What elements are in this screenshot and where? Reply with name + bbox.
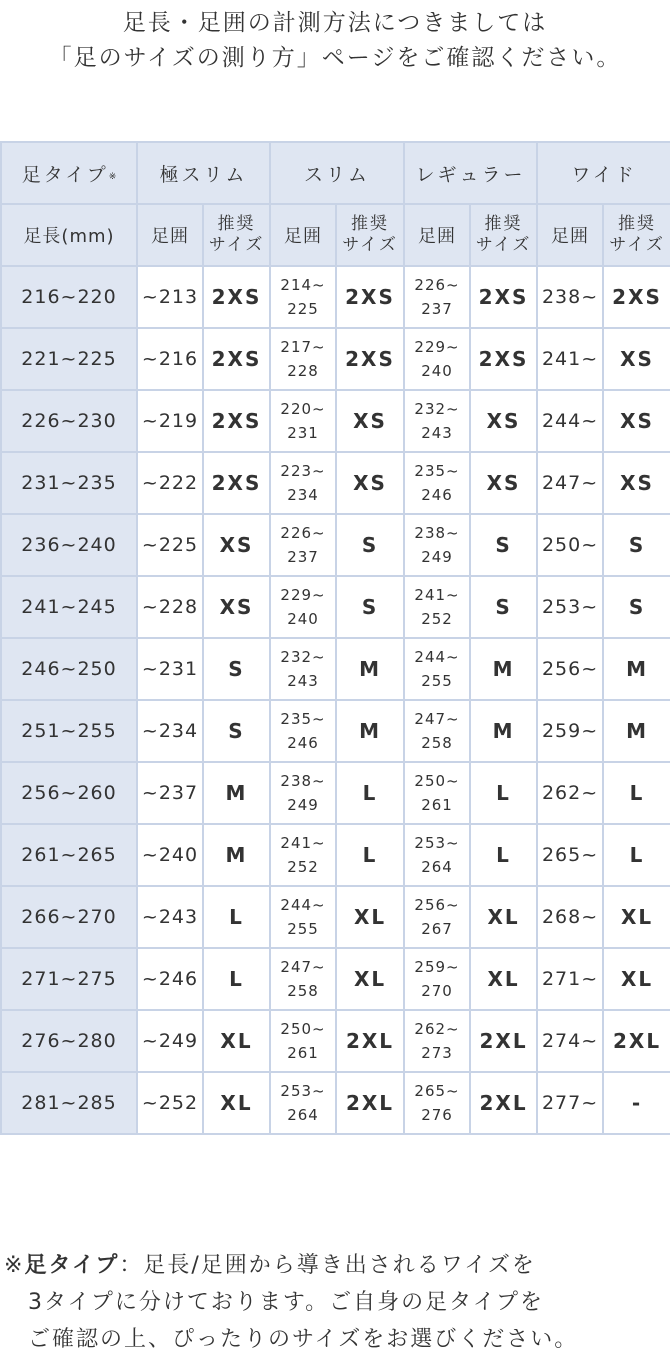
recommended-size-header: 推奨 サイズ [470,204,537,266]
table-row [1,266,670,328]
girth-cell: 247~ [537,452,603,514]
size-cell: XS [603,390,670,452]
size-cell: 2XL [336,1010,404,1072]
size-cell: 2XL [603,1010,670,1072]
girth-cell: 274~ [537,1010,603,1072]
foot-length-cell: 251~255 [1,700,137,762]
note-line-2: 3タイプに分けております。ご自身の足タイプを [28,1290,545,1315]
size-cell: M [603,700,670,762]
girth-cell: 232~ 243 [404,390,470,452]
girth-cell: 253~ 264 [404,824,470,886]
foot-length-cell: 261~265 [1,824,137,886]
girth-cell: 229~ 240 [404,328,470,390]
table-row [1,452,670,514]
girth-cell: 244~ 255 [404,638,470,700]
girth-cell: 220~ 231 [270,390,336,452]
foot-length-cell: 246~250 [1,638,137,700]
size-cell: XL [336,886,404,948]
girth-cell: 256~ 267 [404,886,470,948]
girth-cell: 250~ [537,514,603,576]
size-cell: 2XS [470,266,537,328]
girth-cell: 265~ 276 [404,1072,470,1134]
size-cell: L [603,824,670,886]
size-cell: XS [470,452,537,514]
size-cell: XL [203,1010,270,1072]
table-row [1,328,670,390]
table-row [1,762,670,824]
foot-length-cell: 256~260 [1,762,137,824]
size-cell: M [470,638,537,700]
size-cell: M [336,700,404,762]
type-header-regular: レギュラー [404,142,537,204]
girth-header: 足囲 [537,204,603,266]
size-cell: XS [336,390,404,452]
size-chart-table [0,141,670,1135]
foot-length-cell: 226~230 [1,390,137,452]
girth-cell: 226~ 237 [404,266,470,328]
intro-line-2: 「足のサイズの測り方」ページをご確認ください。 [48,45,622,71]
girth-cell: 217~ 228 [270,328,336,390]
girth-cell: 265~ [537,824,603,886]
girth-header: 足囲 [270,204,336,266]
note-line-3: ご確認の上、ぴったりのサイズをお選びください。 [28,1327,579,1352]
size-cell: L [603,762,670,824]
girth-header: 足囲 [137,204,203,266]
size-cell: XL [336,948,404,1010]
foot-length-cell: 216~220 [1,266,137,328]
girth-cell: 247~ 258 [404,700,470,762]
size-cell: S [603,576,670,638]
size-cell: 2XS [336,266,404,328]
header-row-types [1,142,670,204]
size-cell: M [203,762,270,824]
size-cell: M [203,824,270,886]
girth-cell: ~237 [137,762,203,824]
girth-cell: ~213 [137,266,203,328]
size-cell: XS [603,328,670,390]
size-cell: S [603,514,670,576]
size-cell: XS [603,452,670,514]
table-row [1,514,670,576]
foot-length-cell: 271~275 [1,948,137,1010]
girth-cell: 253~ 264 [270,1072,336,1134]
girth-cell: 253~ [537,576,603,638]
girth-cell: 241~ 252 [270,824,336,886]
foot-type-header: 足タイプ※ [1,142,137,204]
size-cell: - [603,1072,670,1134]
girth-cell: 250~ 261 [404,762,470,824]
size-cell: L [203,948,270,1010]
girth-cell: 235~ 246 [404,452,470,514]
size-cell: M [336,638,404,700]
girth-cell: 241~ [537,328,603,390]
size-cell: XL [203,1072,270,1134]
girth-cell: 238~ 249 [404,514,470,576]
size-cell: 2XS [203,328,270,390]
header-row-columns [1,204,670,266]
girth-cell: 244~ [537,390,603,452]
note-line-1: ※足タイプ：足長/足囲から導き出されるワイズを [4,1253,536,1278]
girth-cell: ~240 [137,824,203,886]
girth-cell: 259~ 270 [404,948,470,1010]
girth-cell: ~225 [137,514,203,576]
foot-length-cell: 236~240 [1,514,137,576]
note-term: 足タイプ [24,1253,120,1278]
girth-cell: ~231 [137,638,203,700]
table-row [1,638,670,700]
type-header-extra-slim: 極スリム [137,142,270,204]
size-cell: XL [603,948,670,1010]
girth-cell: ~219 [137,390,203,452]
size-cell: 2XL [470,1072,537,1134]
size-cell: S [336,576,404,638]
table-row [1,700,670,762]
size-cell: XS [336,452,404,514]
length-header: 足長(mm) [1,204,137,266]
size-cell: XS [203,514,270,576]
size-cell: XL [470,948,537,1010]
size-cell: L [336,762,404,824]
girth-cell: 277~ [537,1072,603,1134]
size-cell: S [336,514,404,576]
girth-cell: ~234 [137,700,203,762]
size-cell: S [470,576,537,638]
girth-cell: 244~ 255 [270,886,336,948]
girth-cell: 226~ 237 [270,514,336,576]
size-cell: M [470,700,537,762]
girth-cell: 268~ [537,886,603,948]
girth-cell: 235~ 246 [270,700,336,762]
girth-cell: ~216 [137,328,203,390]
size-cell: 2XL [470,1010,537,1072]
girth-cell: ~228 [137,576,203,638]
girth-cell: 238~ 249 [270,762,336,824]
girth-cell: 250~ 261 [270,1010,336,1072]
size-cell: L [203,886,270,948]
girth-cell: 262~ 273 [404,1010,470,1072]
girth-cell: ~252 [137,1072,203,1134]
size-cell: 2XL [336,1072,404,1134]
size-cell: XS [203,576,270,638]
foot-length-cell: 221~225 [1,328,137,390]
table-row [1,576,670,638]
table-row [1,1072,670,1134]
table-row [1,390,670,452]
girth-cell: ~222 [137,452,203,514]
girth-cell: 214~ 225 [270,266,336,328]
table-row [1,948,670,1010]
recommended-size-header: 推奨 サイズ [203,204,270,266]
girth-cell: 229~ 240 [270,576,336,638]
size-cell: 2XS [203,452,270,514]
girth-header: 足囲 [404,204,470,266]
size-cell: L [470,824,537,886]
size-cell: 2XS [603,266,670,328]
size-cell: 2XS [336,328,404,390]
foot-type-note [0,1247,670,1358]
table-row [1,824,670,886]
size-cell: XL [603,886,670,948]
girth-cell: 256~ [537,638,603,700]
type-header-slim: スリム [270,142,404,204]
girth-cell: ~243 [137,886,203,948]
girth-cell: 238~ [537,266,603,328]
size-cell: 2XS [470,328,537,390]
size-cell: 2XS [203,266,270,328]
girth-cell: 223~ 234 [270,452,336,514]
type-header-wide: ワイド [537,142,670,204]
table-row [1,886,670,948]
size-cell: S [203,700,270,762]
intro-line-1: 足長・足囲の計測方法につきましては [122,10,548,36]
size-cell: M [603,638,670,700]
size-cell: S [470,514,537,576]
girth-cell: ~249 [137,1010,203,1072]
recommended-size-header: 推奨 サイズ [336,204,404,266]
girth-cell: 262~ [537,762,603,824]
intro-text [0,6,670,76]
foot-length-cell: 231~235 [1,452,137,514]
girth-cell: 259~ [537,700,603,762]
girth-cell: 271~ [537,948,603,1010]
size-cell: L [470,762,537,824]
size-cell: 2XS [203,390,270,452]
recommended-size-header: 推奨 サイズ [603,204,670,266]
size-cell: XS [470,390,537,452]
girth-cell: 241~ 252 [404,576,470,638]
foot-length-cell: 276~280 [1,1010,137,1072]
size-cell: S [203,638,270,700]
foot-length-cell: 241~245 [1,576,137,638]
size-cell: L [336,824,404,886]
girth-cell: 232~ 243 [270,638,336,700]
girth-cell: ~246 [137,948,203,1010]
size-cell: XL [470,886,537,948]
table-row [1,1010,670,1072]
foot-length-cell: 266~270 [1,886,137,948]
foot-length-cell: 281~285 [1,1072,137,1134]
girth-cell: 247~ 258 [270,948,336,1010]
